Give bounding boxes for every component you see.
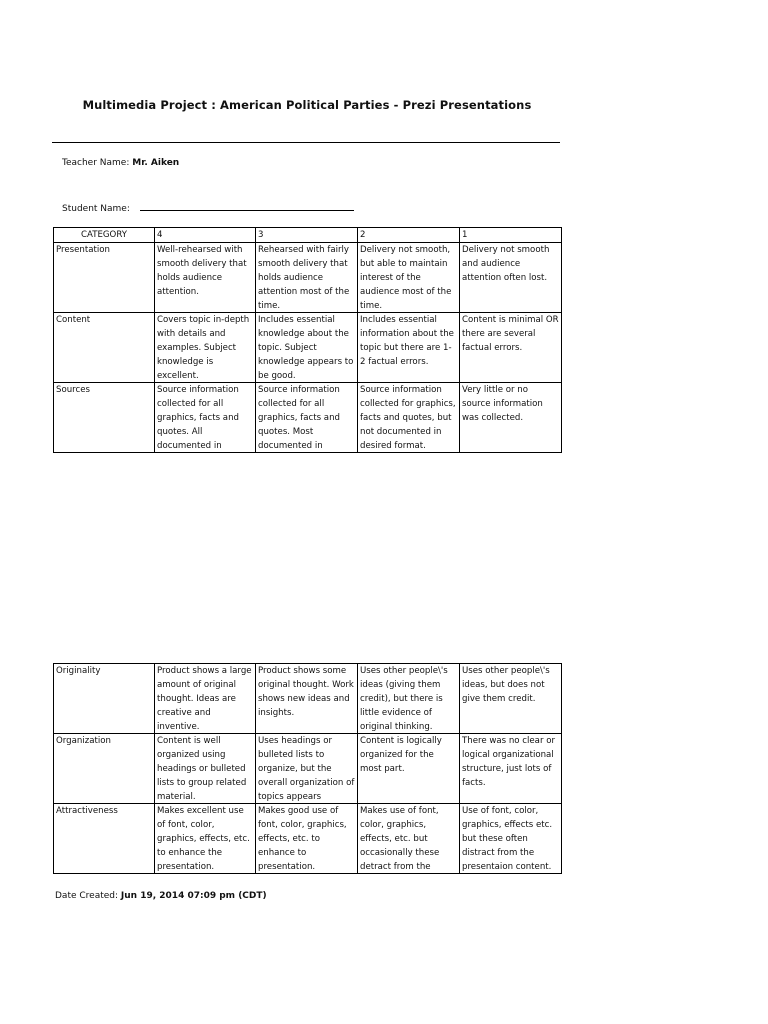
row-category: Attractiveness bbox=[54, 804, 155, 874]
cell-text: Includes essential knowledge about the topic. Subject knowledge appears to be good. bbox=[258, 315, 354, 381]
row-cell-4 bbox=[155, 383, 256, 453]
cell-text: Makes excellent use of font, color, graphics, effects, etc. to enhance the presentation. bbox=[157, 806, 250, 872]
table-row bbox=[54, 383, 562, 453]
student-name-line bbox=[62, 201, 354, 214]
row-cell-2 bbox=[358, 734, 460, 804]
cell-text: Delivery not smooth and audience attention often lost. bbox=[462, 245, 550, 283]
cell-text: Product shows a large amount of original thought. Ideas are creative and inventive. bbox=[157, 666, 252, 732]
cell-text: Uses headings or bulleted lists to organize, but the overall organization of topics appears bbox=[258, 736, 355, 802]
row-cell-2 bbox=[358, 804, 460, 874]
table-row bbox=[54, 243, 562, 313]
row-cell-4 bbox=[155, 734, 256, 804]
row-cell-3 bbox=[256, 383, 358, 453]
cell-text: Very little or no source information was collected. bbox=[462, 385, 543, 423]
row-cell-1 bbox=[460, 804, 562, 874]
cell-text: Product shows some original thought. Work shows new ideas and insights. bbox=[258, 666, 354, 718]
row-cell-3 bbox=[256, 734, 358, 804]
cell-text: Use of font, color, graphics, effects etc. but these often distract from the presentaion content. bbox=[462, 806, 553, 872]
cell-text: Content is minimal OR there are several factual errors. bbox=[462, 315, 559, 353]
row-cell-1 bbox=[460, 664, 562, 734]
row-cell-2 bbox=[358, 383, 460, 453]
cell-text: Delivery not smooth, but able to maintain interest of the audience most of the time. bbox=[360, 245, 452, 311]
row-cell-2 bbox=[358, 243, 460, 313]
row-cell-4 bbox=[155, 804, 256, 874]
row-category: Sources bbox=[54, 383, 155, 453]
cell-text: Content is logically organized for the most part. bbox=[360, 736, 442, 774]
teacher-name-label: Teacher Name: bbox=[62, 158, 130, 168]
table-row bbox=[54, 664, 562, 734]
header-score-3: 3 bbox=[256, 228, 358, 243]
rubric-header-row bbox=[54, 228, 562, 243]
table-row bbox=[54, 804, 562, 874]
rubric-table-top bbox=[53, 227, 562, 453]
row-cell-3 bbox=[256, 243, 358, 313]
row-category: Content bbox=[54, 313, 155, 383]
row-cell-2 bbox=[358, 313, 460, 383]
row-category: Presentation bbox=[54, 243, 155, 313]
teacher-name-value: Mr. Aiken bbox=[132, 158, 180, 168]
row-cell-1 bbox=[460, 383, 562, 453]
header-score-4: 4 bbox=[155, 228, 256, 243]
row-cell-4 bbox=[155, 664, 256, 734]
rubric-table-bottom bbox=[53, 663, 562, 874]
date-created-value: Jun 19, 2014 07:09 pm (CDT) bbox=[120, 891, 267, 901]
title-rule bbox=[52, 142, 560, 143]
header-category: CATEGORY bbox=[54, 228, 155, 243]
cell-text: Uses other people\'s ideas, but does not give them credit. bbox=[462, 666, 550, 704]
cell-text: Makes use of font, color, graphics, effects, etc. but occasionally these detract from the bbox=[360, 806, 440, 872]
row-cell-2 bbox=[358, 664, 460, 734]
teacher-name-line bbox=[62, 158, 179, 168]
row-cell-3 bbox=[256, 804, 358, 874]
row-cell-1 bbox=[460, 313, 562, 383]
student-name-label: Student Name: bbox=[62, 204, 130, 214]
header-score-2: 2 bbox=[358, 228, 460, 243]
row-category: Organization bbox=[54, 734, 155, 804]
cell-text: Includes essential information about the topic but there are 1-2 factual errors. bbox=[360, 315, 454, 367]
cell-text: Source information collected for all graphics, facts and quotes. All documented in bbox=[157, 385, 239, 451]
row-cell-4 bbox=[155, 243, 256, 313]
date-created-label: Date Created: bbox=[55, 891, 119, 901]
row-cell-4 bbox=[155, 313, 256, 383]
document-title: Multimedia Project : American Political Parties - Prezi Presentations bbox=[82, 98, 532, 112]
table-row bbox=[54, 734, 562, 804]
table-row bbox=[54, 313, 562, 383]
student-name-blank[interactable] bbox=[140, 201, 354, 211]
row-category: Originality bbox=[54, 664, 155, 734]
row-cell-1 bbox=[460, 734, 562, 804]
cell-text: Source information collected for graphics, facts and quotes, but not documented in desired format. bbox=[360, 385, 456, 451]
cell-text: Covers topic in-depth with details and examples. Subject knowledge is excellent. bbox=[157, 315, 250, 381]
header-score-1: 1 bbox=[460, 228, 562, 243]
cell-text: Source information collected for all graphics, facts and quotes. Most documented in bbox=[258, 385, 340, 451]
row-cell-3 bbox=[256, 313, 358, 383]
cell-text: Content is well organized using headings or bulleted lists to group related material. bbox=[157, 736, 247, 802]
row-cell-1 bbox=[460, 243, 562, 313]
cell-text: Uses other people\'s ideas (giving them credit), but there is little evidence of original thinking. bbox=[360, 666, 448, 732]
date-created-line bbox=[55, 891, 267, 901]
row-cell-3 bbox=[256, 664, 358, 734]
cell-text: Well-rehearsed with smooth delivery that holds audience attention. bbox=[157, 245, 247, 297]
cell-text: Rehearsed with fairly smooth delivery that holds audience attention most of the time. bbox=[258, 245, 350, 311]
cell-text: Makes good use of font, color, graphics, effects, etc. to enhance to presentation. bbox=[258, 806, 347, 872]
cell-text: There was no clear or logical organizational structure, just lots of facts. bbox=[462, 736, 556, 788]
